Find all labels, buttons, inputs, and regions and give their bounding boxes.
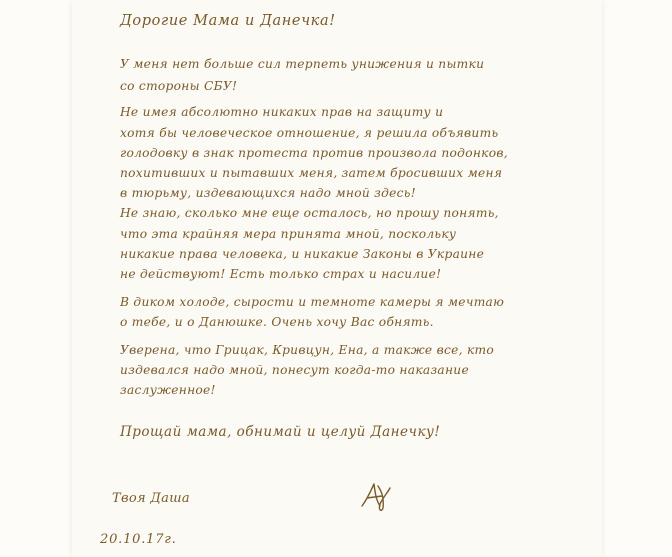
letter-farewell: Прощай мама, обнимай и целуй Данечку! (120, 424, 441, 440)
letter-line: похитивших и пытавших меня, затем бросивших меня (120, 166, 503, 180)
letter-line: никакие права человека, и никакие Законы в Украине (120, 247, 485, 261)
handwritten-signature-icon (358, 478, 394, 514)
letter-line: что эта крайняя мера принята мной, поскольку (120, 227, 457, 241)
letter-sign-off: Твоя Даша (112, 491, 190, 506)
letter-date: 20.10.17г. (100, 532, 177, 547)
letter-line: У меня нет больше сил терпеть унижения и пытки (120, 57, 485, 71)
letter-line: в тюрьму, издевающихся надо мной здесь! (120, 186, 416, 200)
letter-line: Уверена, что Грицак, Кривцун, Ена, а также все, кто (120, 343, 495, 357)
letter-line: хотя бы человеческое отношение, я решила объявить (120, 126, 499, 140)
letter-line: заслуженное! (120, 383, 216, 397)
letter-sheet (72, 0, 602, 557)
letter-line: со стороны СБУ! (120, 79, 238, 93)
letter-line: издевался надо мной, понесут когда-то наказание (120, 363, 469, 377)
letter-line: Не имея абсолютно никаких прав на защиту и (120, 105, 444, 119)
letter-line: В диком холоде, сырости и темноте камеры я мечтаю (120, 295, 505, 309)
letter-line: Не знаю, сколько мне еще осталось, но прошу понять, (120, 206, 499, 220)
letter-line: не действуют! Есть только страх и насилие! (120, 267, 442, 281)
letter-salutation: Дорогие Мама и Данечка! (120, 13, 336, 29)
letter-line: о тебе, и о Данюшке. Очень хочу Вас обнять. (120, 315, 434, 329)
letter-line: голодовку в знак протеста против произвола подонков, (120, 146, 508, 160)
